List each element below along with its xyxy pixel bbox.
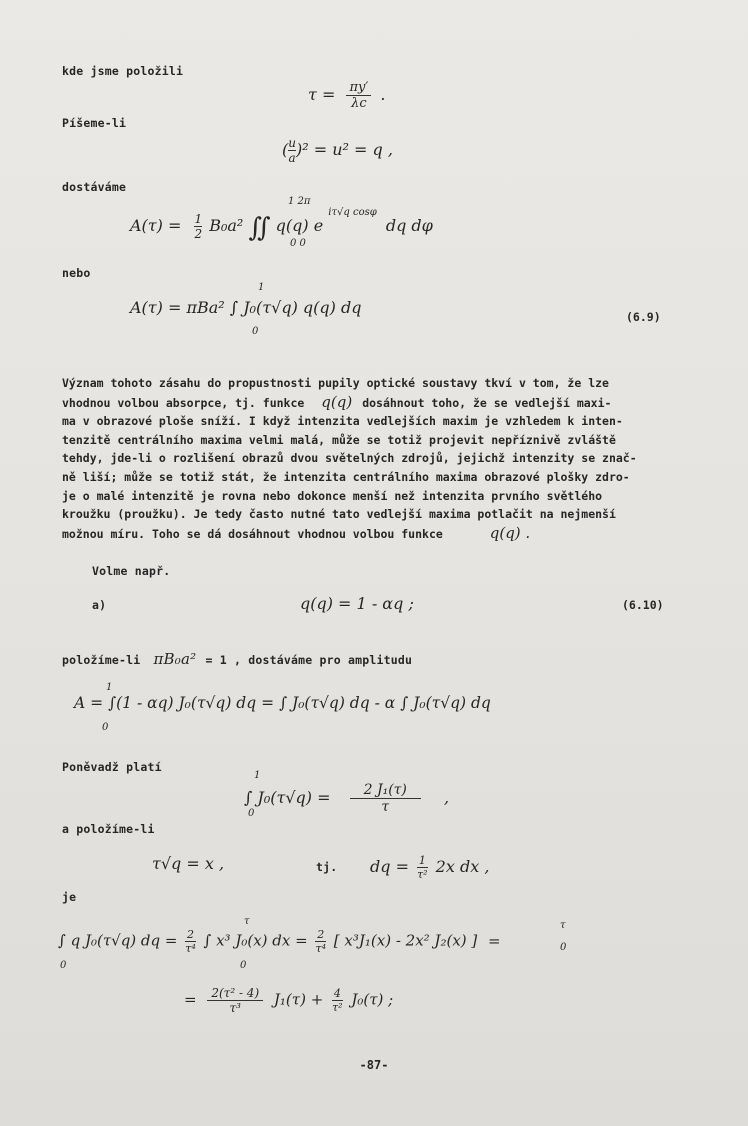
big1-tail: = bbox=[488, 931, 501, 950]
big1-lhs: ∫ q J₀(τ√q) dq = bbox=[58, 931, 178, 950]
big1-fraction-a: $\frac{2}{\text{τ⁴}}$ bbox=[185, 928, 196, 955]
sub-fraction: $\frac{1}{\text{τ²}}$ bbox=[417, 854, 428, 881]
A1-lhs: A(τ) = bbox=[130, 216, 182, 235]
paragraph-line: Význam tohoto zásahu do propustnosti pupily optické soustavy tkví v tom, že lze bbox=[62, 376, 609, 390]
big2-fraction-b: $\frac{4}{\text{τ²}}$ bbox=[332, 987, 343, 1014]
text-piseme-li: Píšeme-li bbox=[62, 116, 127, 130]
equation-substitution-lhs: τ√q = x , bbox=[152, 854, 225, 873]
text-nebo: nebo bbox=[62, 266, 91, 280]
A2-lower-limit: 0 bbox=[252, 326, 259, 337]
paragraph-vyznam bbox=[62, 374, 682, 543]
sub-rhs: dq = bbox=[370, 857, 409, 876]
A1-upper-limits: 1 2π bbox=[288, 196, 311, 207]
text-dostavame: dostáváme bbox=[62, 180, 127, 194]
sub-rhs-tail: 2x dx , bbox=[435, 857, 490, 876]
label-a: a) bbox=[92, 598, 107, 612]
equation-A-double-integral: A(τ) = $\frac{1}{2}$ B₀a² ∬ q(q) e $^{i\tau√q cos\varphi}$ dq dφ bbox=[130, 207, 433, 243]
amp-limits-upper-1: 1 bbox=[106, 682, 113, 693]
u-fraction-den: a bbox=[288, 151, 296, 165]
paragraph-line: kroužku (proužku). Je tedy často nutné tato vedlejší maxima potlačit na nejmenší bbox=[62, 507, 616, 522]
big2-tail: J₁(τ) + bbox=[273, 990, 324, 1009]
paragraph-line: tenzitě centrálního maxima velmi malá, může se totiž projevit nepříznivě zvláště bbox=[62, 432, 616, 447]
big2-tail2: J₀(τ) ; bbox=[351, 990, 394, 1009]
amp-limits-lower-1: 0 bbox=[102, 722, 109, 733]
A1-coefficient: B₀a² bbox=[209, 216, 244, 235]
u-fraction bbox=[288, 136, 296, 165]
text-volme-napr: Volme např. bbox=[92, 564, 171, 578]
big1-bracket-lower: 0 bbox=[560, 942, 567, 953]
big1-lower-0: 0 bbox=[240, 960, 247, 971]
equation-A-bessel: A(τ) = πBa² ∫ J₀(τ√q) q(q) dq bbox=[130, 298, 362, 317]
integral-fraction bbox=[350, 782, 421, 815]
u-fraction-num: u bbox=[288, 136, 296, 150]
big1-upper-tau: τ bbox=[244, 916, 250, 927]
big2-numerator: 2(τ² - 4) bbox=[207, 986, 263, 1001]
equation-amplitude: A = ∫(1 - αq) J₀(τ√q) dq = ∫ J₀(τ√q) dq - α ∫ J₀(τ√q) dq bbox=[74, 694, 491, 712]
big2-fraction bbox=[207, 986, 263, 1015]
big1-bracket: [ x³J₁(x) - 2x² J₂(x) ] bbox=[333, 931, 478, 950]
paragraph-line: ma v obrazové ploše sníží. I když intenzita vedlejších maxim je vzhledem k inten- bbox=[62, 414, 623, 429]
integral-denominator: τ bbox=[381, 799, 390, 815]
A1-integrand: q(q) e bbox=[275, 216, 324, 235]
equation-big-line2 bbox=[184, 986, 393, 1015]
paragraph-line: vhodnou volbou absorpce, tj. funkce q(q) dosáhnout toho, že se vedlejší maxi- bbox=[62, 392, 612, 411]
text-polozime-amplituda: položíme-li πB₀a² = 1 , dostáváme pro amplitudu bbox=[62, 650, 413, 668]
A1-lower-limits: 0 0 bbox=[290, 238, 306, 249]
A1-differentials: dq dφ bbox=[385, 216, 433, 235]
A2-upper-limit: 1 bbox=[258, 282, 265, 293]
A1-exponent: iτ√q cosφ bbox=[328, 207, 377, 218]
tau-def-lhs: τ = bbox=[308, 85, 336, 104]
equation-6-10: q(q) = 1 - αq ; bbox=[300, 594, 414, 613]
A1-half: $\frac{1}{2}$ bbox=[194, 212, 203, 241]
paragraph-line: tehdy, jde-li o rozlišení obrazů dvou světelných zdrojů, jejichž intenzity se znač- bbox=[62, 451, 637, 466]
page-number: -87- bbox=[359, 1058, 389, 1072]
equation-integral-J0: ∫ J₀(τ√q) = $\frac{\text{2 J₁(τ)}}{\tau}$ , bbox=[244, 782, 450, 815]
big2-denominator: τ³ bbox=[229, 1001, 241, 1015]
integral-numerator: 2 J₁(τ) bbox=[350, 782, 421, 799]
paragraph-line: je o malé intenzitě je rovna nebo dokonce menší než intenzita prvního světlého bbox=[62, 488, 603, 503]
text-a-polozime-li: a položíme-li bbox=[62, 822, 155, 836]
equation-substitution-rhs bbox=[370, 854, 489, 881]
u-def-rhs: = u² = q , bbox=[313, 140, 393, 159]
integral-upper-limit: 1 bbox=[254, 770, 261, 781]
paragraph-line: možnou míru. Toho se dá dosáhnout vhodnou volbou funkce q(q) . bbox=[62, 523, 531, 542]
tau-def-fraction bbox=[346, 80, 371, 111]
tau-def-numerator: πy′ bbox=[346, 80, 371, 96]
big1-fraction-b: $\frac{2}{\text{τ⁴}}$ bbox=[315, 928, 326, 955]
equation-u-definition: ( $\frac{u}{a}$ )² = u² = q , bbox=[282, 136, 393, 165]
paragraph-line: ně liší; může se totiž stát, že intenzita centrálního maxima obrazové plošky zdro- bbox=[62, 469, 630, 484]
big1-bracket-upper: τ bbox=[560, 920, 566, 931]
function-q-end: q(q) . bbox=[489, 523, 531, 542]
text-kde-jsme-polozili: kde jsme položili bbox=[62, 64, 184, 78]
text-je: je bbox=[62, 890, 77, 904]
big1-mid: ∫ x³ J₀(x) dx = bbox=[203, 931, 308, 950]
amp-condition: πB₀a² bbox=[153, 650, 197, 668]
tau-def-denominator: λc bbox=[351, 96, 367, 111]
equation-big-line1 bbox=[58, 928, 501, 955]
equation-number-6-10: (6.10) bbox=[622, 598, 664, 612]
integral-lower-limit: 0 bbox=[248, 808, 255, 819]
big1-lower-limit: 0 bbox=[60, 960, 67, 971]
text-tj: tj. bbox=[316, 860, 338, 874]
big2-lead: = bbox=[184, 990, 197, 1009]
function-q: q(q) bbox=[321, 392, 353, 411]
equation-number-6-9: (6.9) bbox=[626, 310, 661, 324]
text-ponevadz-plati: Poněvadž platí bbox=[62, 760, 162, 774]
integral-lhs: ∫ J₀(τ√q) = bbox=[244, 788, 331, 807]
equation-tau-definition: τ = $\frac{\pi y'}{\lambda c}$ . bbox=[308, 80, 386, 111]
